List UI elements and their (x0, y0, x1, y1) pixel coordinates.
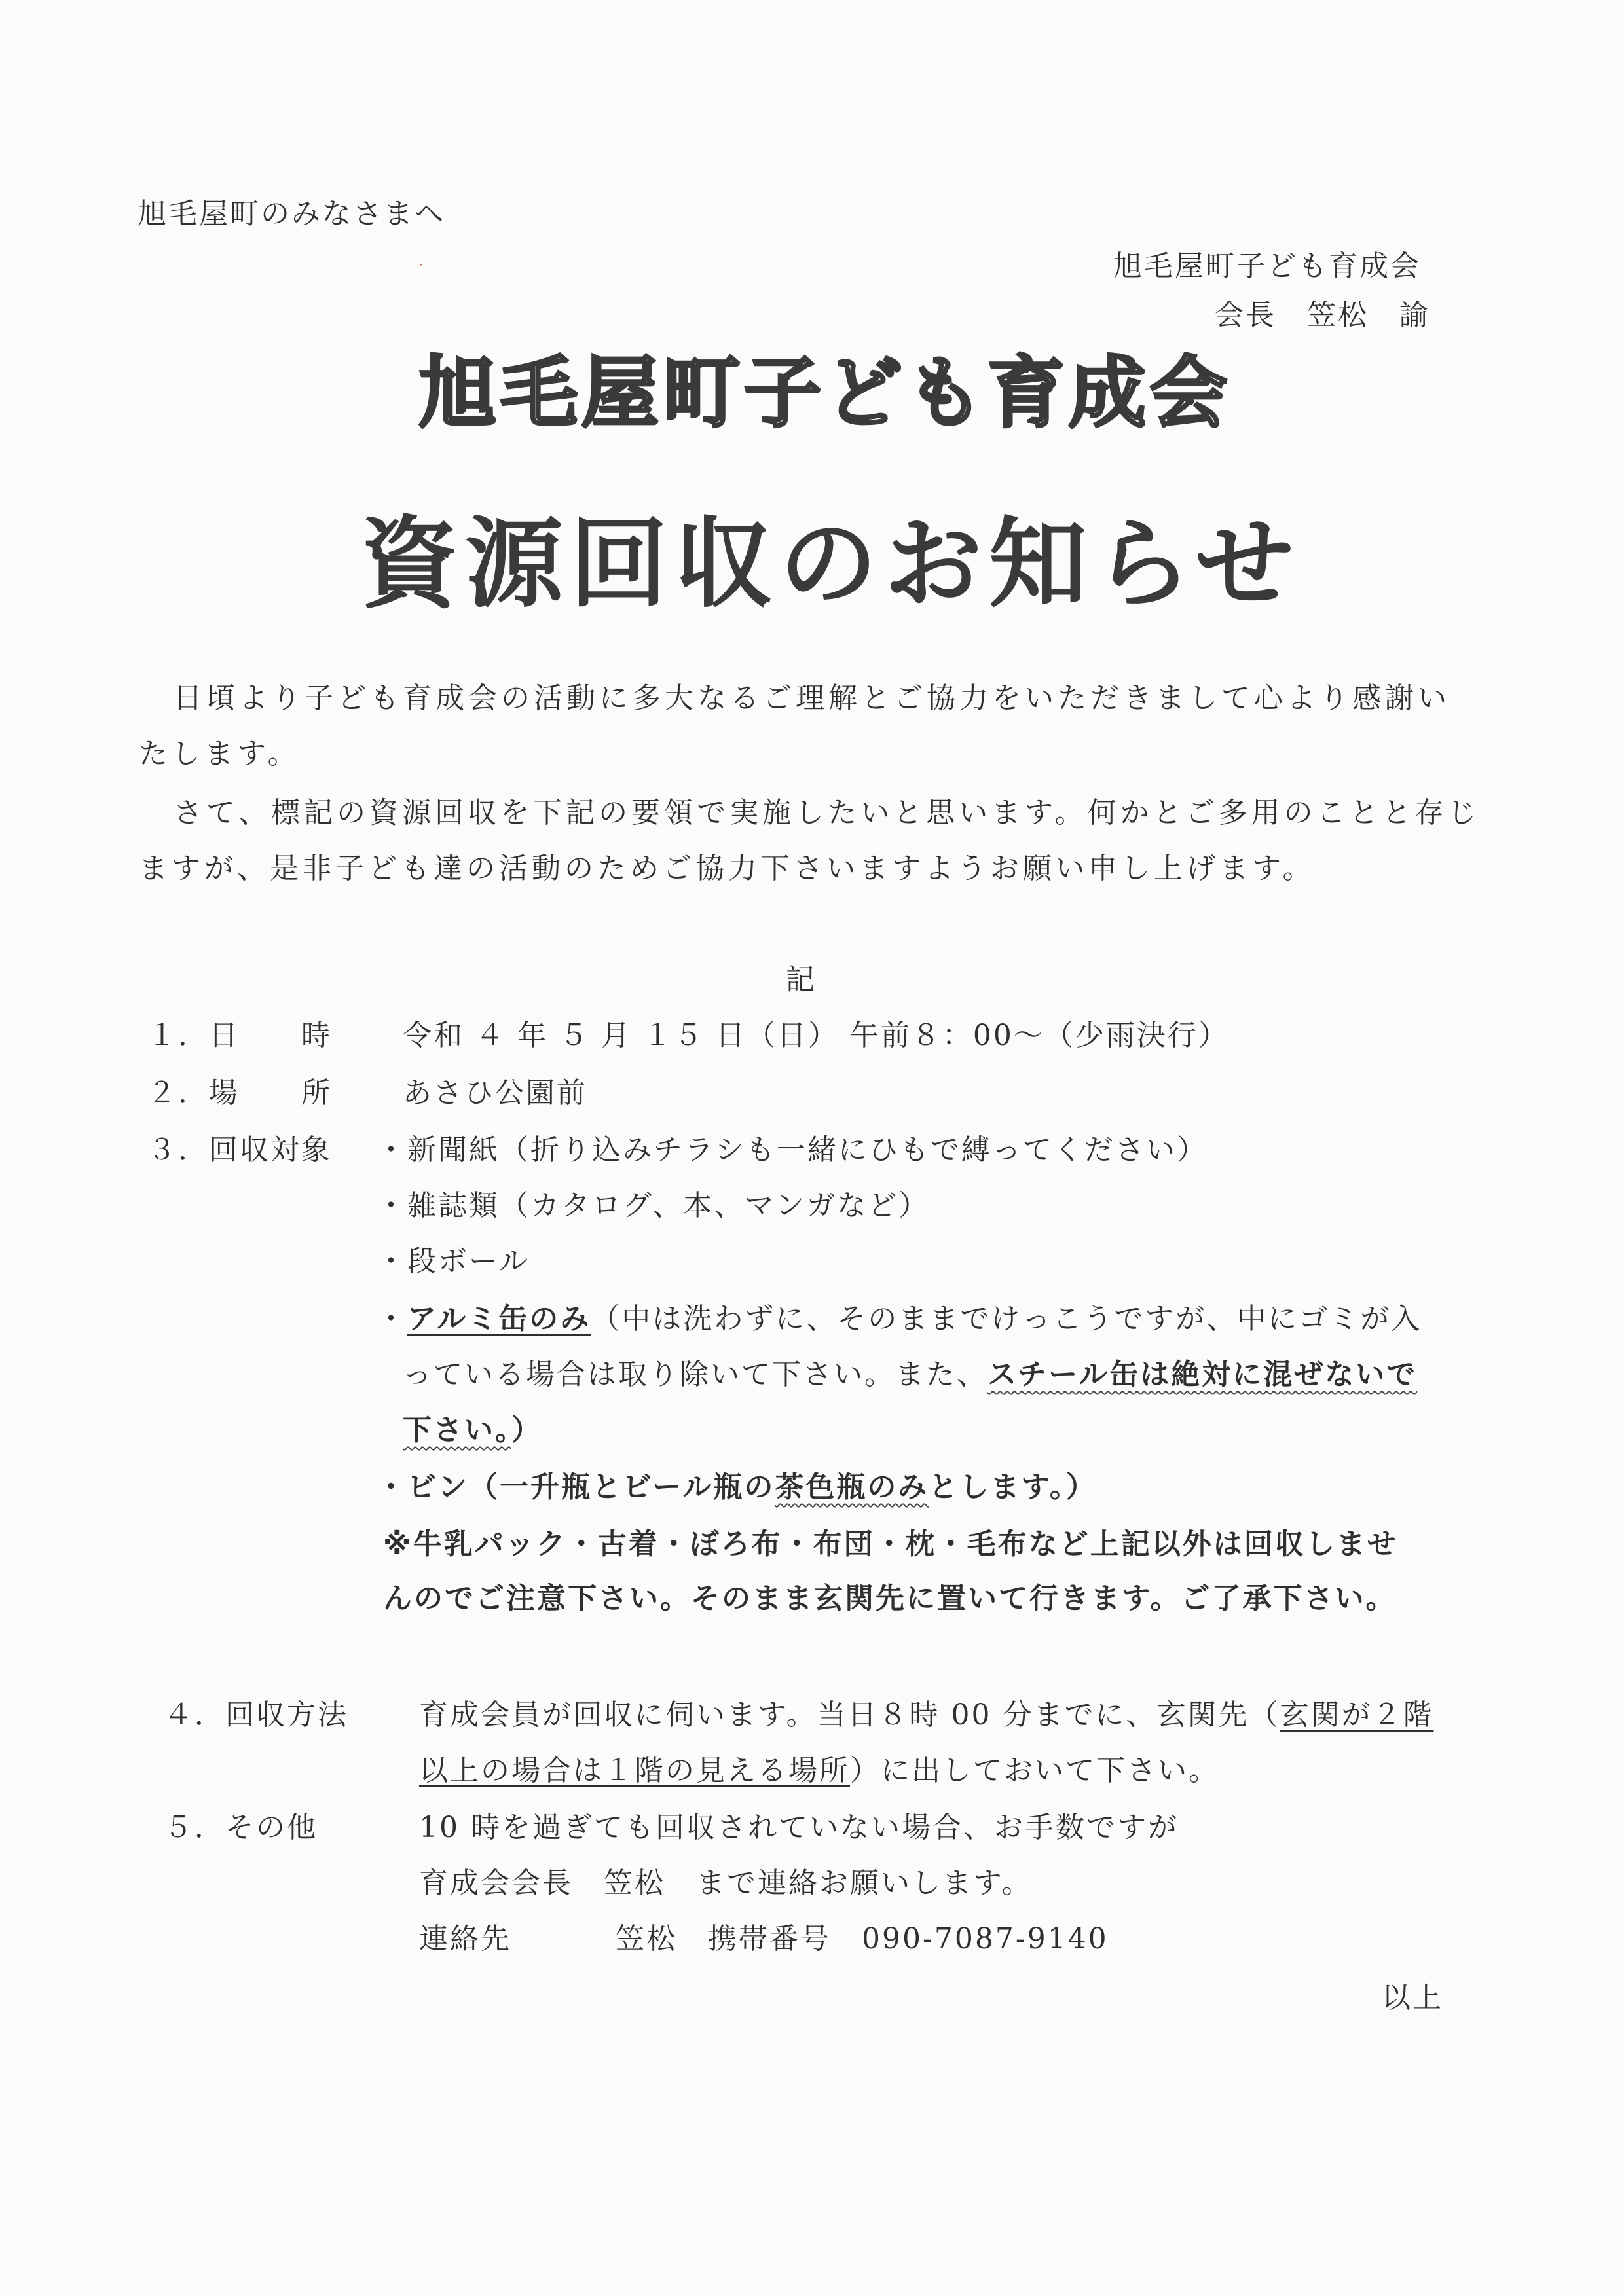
item3-magazines: ・雑誌類（カタログ、本、マンガなど） (377, 1189, 930, 1222)
item1-value: 令和 ４ 年 ５ 月 １５ 日（日） 午前８：00～（少雨決行） (403, 1019, 1229, 1052)
item3-cardboard: ・段ボール (377, 1245, 530, 1278)
no-steel-cans: スチール缶は絶対に混ぜないで (987, 1358, 1418, 1391)
brown-bottles-only: 茶色瓶のみ (775, 1470, 929, 1504)
item4-line1: 育成会員が回収に伺います。当日８時 00 分までに、玄関先（玄関が２階 (419, 1698, 1434, 1732)
item3-aluminum-line1: ・アルミ缶のみ（中は洗わずに、そのままでけっこうですが、中にゴミが入 (377, 1302, 1422, 1336)
item4-line2: 以上の場合は１階の見える場所）に出しておいて下さい。 (419, 1754, 1219, 1787)
item5-line2: 育成会会長 笠松 まで連絡お願いします。 (419, 1867, 1033, 1900)
item3-note-line1: ※牛乳パック・古着・ぼろ布・布団・枕・毛布など上記以外は回収しませ (383, 1527, 1398, 1561)
main-title: 資源回収のお知らせ (360, 507, 1301, 621)
sender-chair: 会長 笠松 諭 (1215, 299, 1430, 332)
intro-p2-line1: さて、標記の資源回収を下記の要領で実施したいと思います。何かとご多用のことと存じ (174, 796, 1481, 829)
aluminum-only: アルミ缶のみ (407, 1302, 591, 1336)
item2-value: あさひ公園前 (403, 1076, 587, 1110)
org-title: 旭毛屋町子ども育成会 (419, 348, 1232, 438)
intro-p1-line2: たします。 (139, 737, 301, 771)
item3-bottles: ・ビン（一升瓶とビール瓶の茶色瓶のみとします。） (377, 1470, 1097, 1504)
item5-line1: 10 時を過ぎても回収されていない場合、お手数ですが (419, 1811, 1179, 1844)
item3-newspaper: ・新聞紙（折り込みチラシも一緒にひもで縛ってください） (377, 1133, 1208, 1167)
ki-heading: 記 (786, 963, 817, 996)
item3-aluminum-line2: っている場合は取り除いて下さい。また、スチール缶は絶対に混ぜないで (403, 1358, 1418, 1391)
item5-contact-value: 笠松 携帯番号 090-7087-9140 (616, 1922, 1109, 1956)
item1-label: １．日 時 (147, 1019, 332, 1052)
intro-p2-line2: ますが、是非子ども達の活動のためご協力下さいますようお願い申し上げます。 (139, 852, 1316, 885)
item4-label: ４．回収方法 (164, 1698, 348, 1732)
item3-label: ３．回収対象 (147, 1133, 332, 1167)
stray-mark: · (419, 257, 424, 272)
intro-p1-line1: 日頃より子ども育成会の活動に多大なるご理解とご協力をいただきまして心より感謝い (174, 682, 1450, 715)
item5-contact-label: 連絡先 (419, 1922, 511, 1956)
item3-aluminum-line3: 下さい。） (403, 1413, 542, 1447)
item3-note-line2: んのでご注意下さい。そのまま玄関先に置いて行きます。ご了承下さい。 (383, 1582, 1397, 1615)
sender-org: 旭毛屋町子ども育成会 (1113, 249, 1421, 283)
addressee: 旭毛屋町のみなさまへ (138, 197, 445, 230)
closing: 以上 (1382, 1981, 1443, 2014)
item5-label: ５．その他 (164, 1811, 318, 1844)
item2-label: ２．場 所 (147, 1076, 332, 1110)
